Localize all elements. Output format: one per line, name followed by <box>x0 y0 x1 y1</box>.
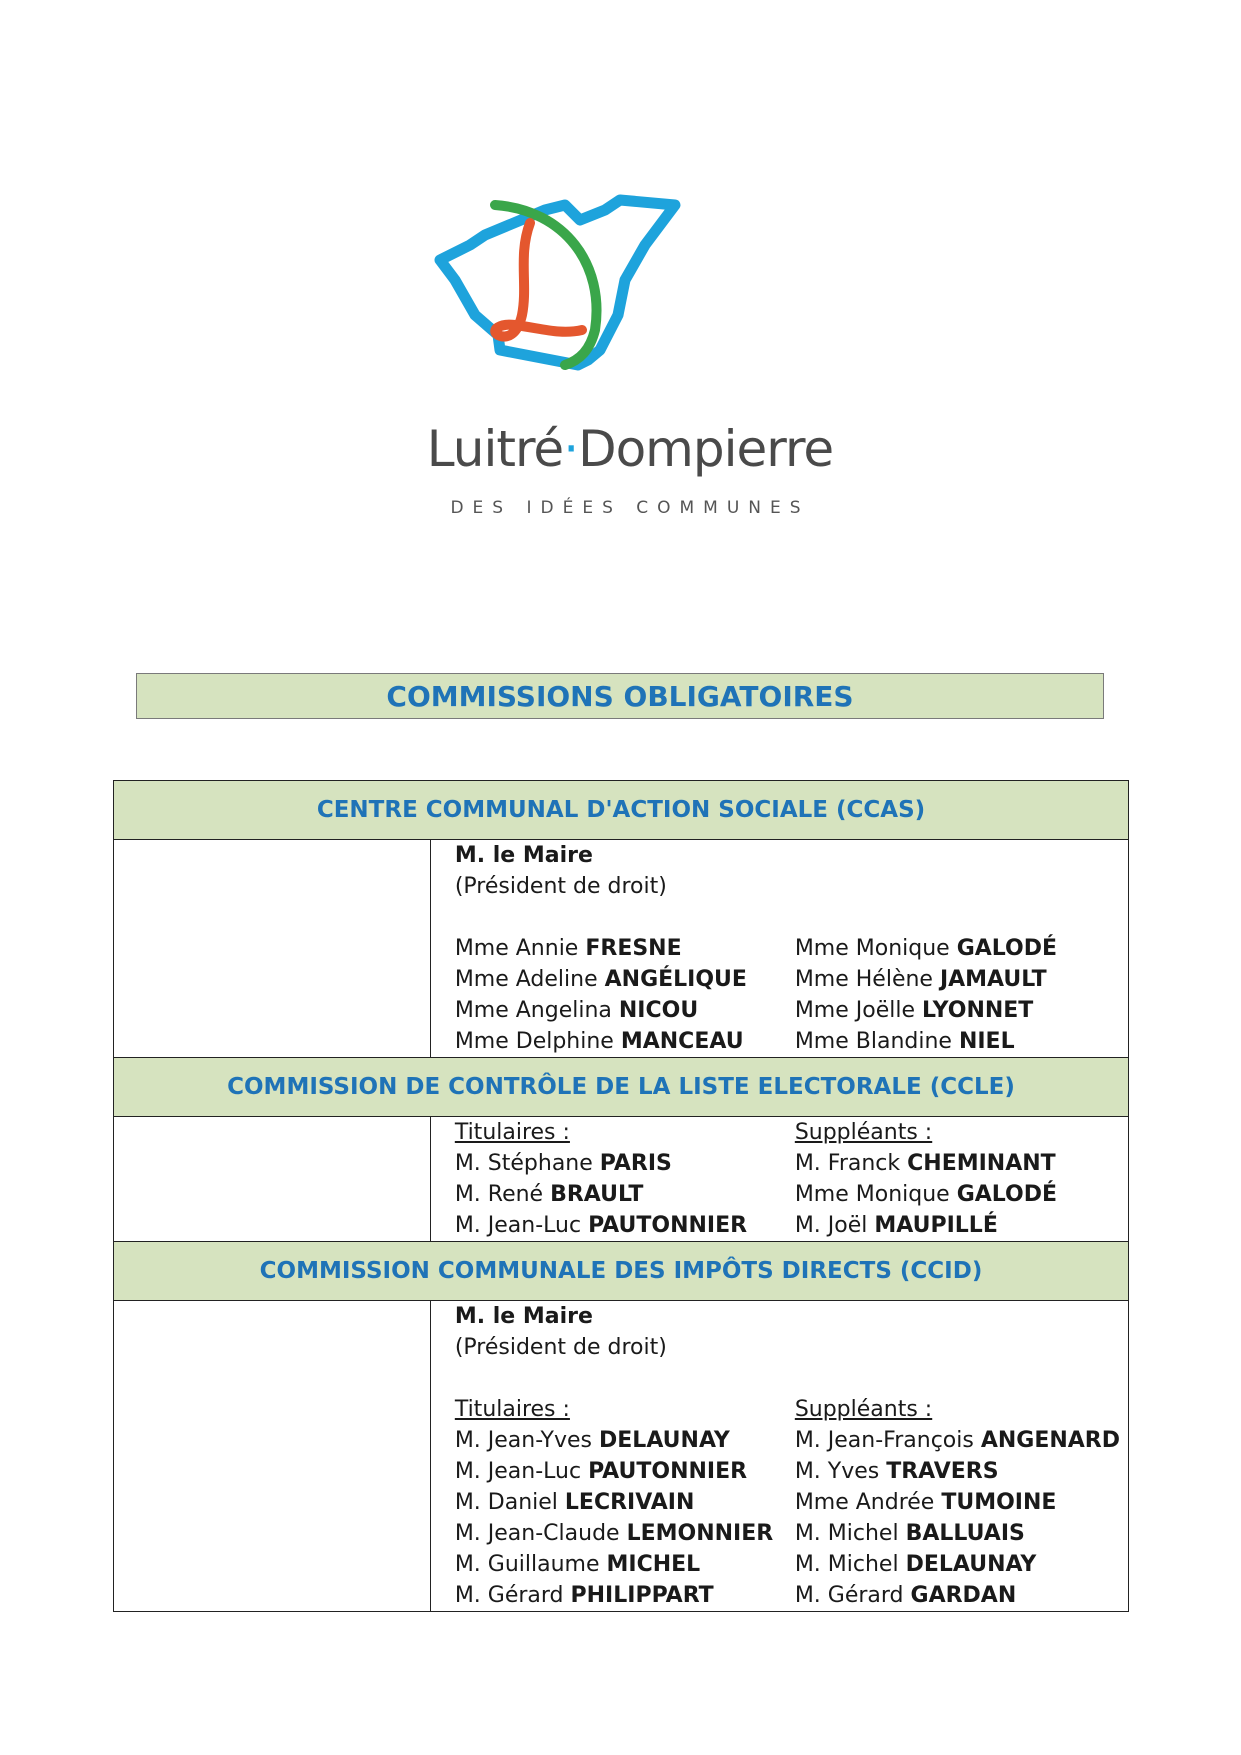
section-content-ccid <box>430 1301 1128 1612</box>
member-row: Mme Delphine MANCEAU Mme Blandine NIEL <box>454 1029 1015 1054</box>
empty-cell <box>114 1301 431 1612</box>
logo-tagline: DES IDÉES COMMUNES <box>450 498 810 518</box>
president-role: (Président de droit) <box>454 874 667 899</box>
section-title-ccle: COMMISSION DE CONTRÔLE DE LA LISTE ELECTORALE (CCLE) <box>114 1058 1129 1117</box>
member-row: M. Jean-Yves DELAUNAY M. Jean-François ANGENARD <box>454 1428 1120 1453</box>
commissions-table <box>113 780 1129 1612</box>
member-row: M. Jean-Luc PAUTONNIER M. Joël MAUPILLÉ <box>454 1213 998 1238</box>
member-row: M. Guillaume MICHEL M. Michel DELAUNAY <box>454 1552 1037 1577</box>
titulaires-label: Titulaires : <box>454 1120 570 1145</box>
member-row: M. Jean-Claude LEMONNIER M. Michel BALLUAIS <box>454 1521 1025 1546</box>
page-title: COMMISSIONS OBLIGATOIRES <box>136 673 1104 719</box>
member-row: Mme Annie FRESNE Mme Monique GALODÉ <box>454 936 1057 961</box>
titulaires-label: Titulaires : <box>454 1397 570 1422</box>
member-row: Mme Adeline ANGÉLIQUE Mme Hélène JAMAULT <box>454 967 1047 992</box>
section-content-ccle <box>430 1117 1128 1242</box>
logo-emblem-icon <box>350 185 910 405</box>
president-role: (Président de droit) <box>454 1335 667 1360</box>
suppleants-label: Suppléants : <box>794 1120 933 1145</box>
logo-wordmark: Luitré·Dompierre <box>426 420 834 478</box>
empty-cell <box>114 1117 431 1242</box>
municipal-logo <box>350 185 910 525</box>
member-row: Mme Angelina NICOU Mme Joëlle LYONNET <box>454 998 1034 1023</box>
empty-cell <box>114 840 431 1058</box>
section-title-ccid: COMMISSION COMMUNALE DES IMPÔTS DIRECTS (CCID) <box>114 1242 1129 1301</box>
member-row: M. René BRAULT Mme Monique GALODÉ <box>454 1182 1057 1207</box>
suppleants-label: Suppléants : <box>794 1397 933 1422</box>
section-title-ccas: CENTRE COMMUNAL D'ACTION SOCIALE (CCAS) <box>114 781 1129 840</box>
president-name: M. le Maire <box>454 843 593 868</box>
president-name: M. le Maire <box>454 1304 593 1329</box>
member-row: M. Gérard PHILIPPART M. Gérard GARDAN <box>454 1583 1017 1608</box>
member-row: M. Stéphane PARIS M. Franck CHEMINANT <box>454 1151 1056 1176</box>
member-row: M. Jean-Luc PAUTONNIER M. Yves TRAVERS <box>454 1459 999 1484</box>
section-content-ccas <box>430 840 1128 1058</box>
member-row: M. Daniel LECRIVAIN Mme Andrée TUMOINE <box>454 1490 1057 1515</box>
